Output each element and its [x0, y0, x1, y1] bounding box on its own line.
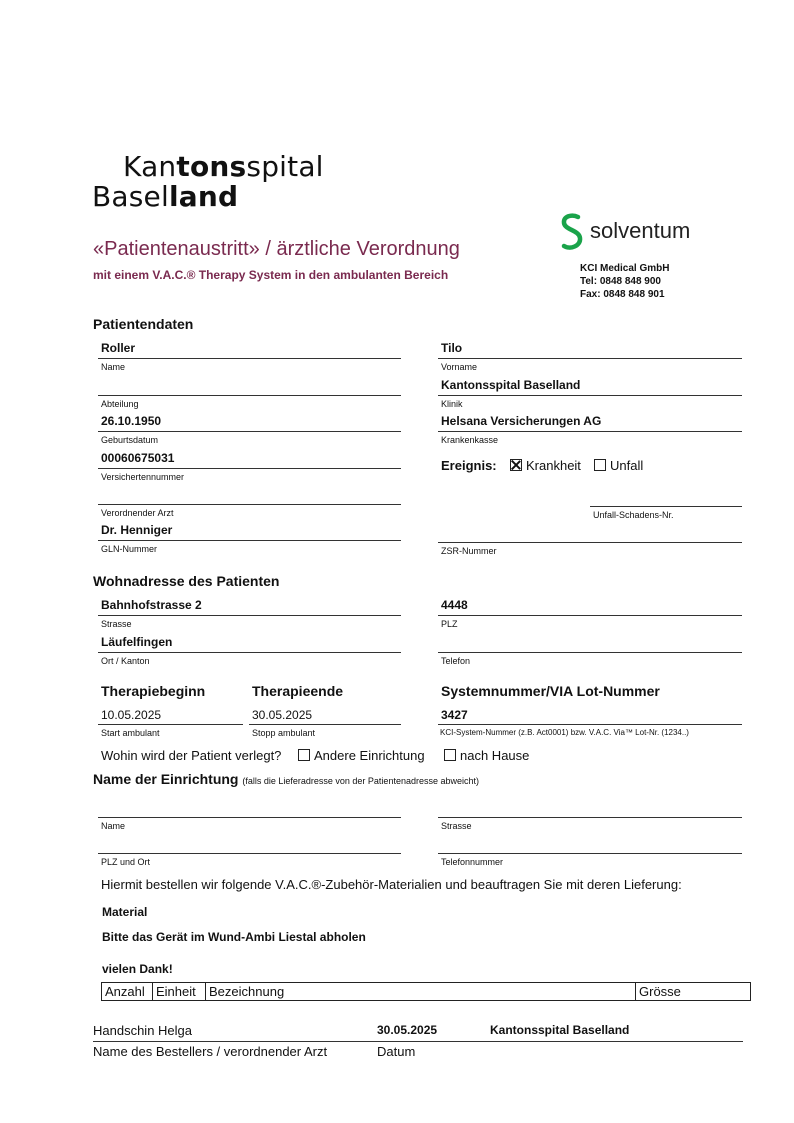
- section-wohnadresse: Wohnadresse des Patienten: [93, 573, 280, 589]
- divider: [438, 724, 742, 725]
- divider: [438, 431, 742, 432]
- solventum-logo: [558, 212, 586, 257]
- klinik-label: Klinik: [441, 399, 463, 409]
- strasse-label: Strasse: [101, 619, 132, 629]
- divider: [98, 358, 401, 359]
- klinik-value[interactable]: Kantonsspital Baselland: [441, 378, 581, 392]
- page-title: «Patientenaustritt» / ärztliche Verordnung: [93, 238, 460, 260]
- contact-fax: Fax: 0848 848 901: [580, 289, 665, 300]
- patient-name-value[interactable]: Roller: [101, 341, 136, 355]
- unfall-checkbox[interactable]: [594, 459, 606, 471]
- datum-value[interactable]: 30.05.2025: [377, 1023, 438, 1037]
- versichertennummer-value[interactable]: 00060675031: [101, 451, 175, 465]
- solventum-s-icon: [558, 212, 586, 252]
- krankenkasse-label: Krankenkasse: [441, 435, 499, 445]
- order-intro: Hiermit bestellen wir folgende V.A.C.®-Zubehör-Materialien und beauftragen Sie mit deren Lieferung:: [101, 877, 682, 892]
- besteller-label: Name des Bestellers / verordnender Arzt: [93, 1044, 328, 1059]
- page-subtitle: mit einem V.A.C.® Therapy System in den ambulanten Bereich: [93, 268, 449, 282]
- unfall-nr-label: Unfall-Schadens-Nr.: [593, 510, 674, 520]
- einrichtung-note: (falls die Lieferadresse von der Patientenadresse abweicht): [242, 776, 479, 786]
- divider: [590, 506, 742, 507]
- hospital-logo-line2: Baselland: [92, 180, 239, 213]
- systemnummer-value[interactable]: 3427: [441, 708, 468, 722]
- divider: [438, 652, 742, 653]
- geburtsdatum-label: Geburtsdatum: [101, 435, 159, 445]
- therapieende-value[interactable]: 30.05.2025: [252, 708, 313, 722]
- section-einrichtung: Name der Einrichtung (falls die Lieferadresse von der Patientenadresse abweicht): [93, 771, 479, 787]
- col-groesse: Grösse: [636, 983, 751, 1001]
- patient-vorname-value[interactable]: Tilo: [441, 341, 463, 355]
- contact-block: [580, 262, 669, 301]
- divider: [438, 853, 742, 854]
- col-einheit: Einheit: [153, 983, 206, 1001]
- order-note-2[interactable]: vielen Dank!: [102, 962, 173, 976]
- divider: [98, 615, 401, 616]
- hospital-logo-line1: Kantonsspital: [123, 150, 324, 183]
- divider: [98, 431, 401, 432]
- divider: [98, 724, 243, 725]
- systemnummer-title: Systemnummer/VIA Lot-Nummer: [441, 683, 660, 699]
- section-patientendaten: Patientendaten: [93, 316, 194, 332]
- ereignis-label: Ereignis:: [441, 458, 497, 473]
- arzt-label: Verordnender Arzt: [101, 508, 174, 518]
- transfer-hause[interactable]: nach Hause: [444, 748, 529, 763]
- divider: [438, 817, 742, 818]
- divider: [98, 468, 401, 469]
- material-table: [101, 982, 751, 1001]
- arzt-value[interactable]: Dr. Henniger: [101, 523, 173, 537]
- transfer-andere[interactable]: Andere Einrichtung: [298, 748, 425, 763]
- therapiebeginn-title: Therapiebeginn: [101, 683, 206, 699]
- geburtsdatum-value[interactable]: 26.10.1950: [101, 414, 162, 428]
- gln-label: GLN-Nummer: [101, 544, 158, 554]
- divider: [438, 542, 742, 543]
- vorname-label: Vorname: [441, 362, 478, 372]
- col-bezeichnung: Bezeichnung: [206, 983, 636, 1001]
- einrichtung-strasse-label: Strasse: [441, 821, 472, 831]
- divider: [98, 395, 401, 396]
- telefon-label: Telefon: [441, 656, 471, 666]
- einrichtung-telefon-label: Telefonnummer: [441, 857, 504, 867]
- andere-einrichtung-checkbox[interactable]: [298, 749, 310, 761]
- divider: [98, 540, 401, 541]
- divider: [249, 724, 401, 725]
- solventum-wordmark: solventum: [590, 218, 691, 243]
- nach-hause-checkbox[interactable]: [444, 749, 456, 761]
- abteilung-label: Abteilung: [101, 399, 139, 409]
- divider: [438, 615, 742, 616]
- besteller-value[interactable]: Handschin Helga: [93, 1023, 193, 1038]
- krankheit-checkbox[interactable]: [510, 459, 522, 471]
- datum-label: Datum: [377, 1044, 416, 1059]
- plz-value[interactable]: 4448: [441, 598, 468, 612]
- divider: [93, 1041, 743, 1042]
- divider: [98, 652, 401, 653]
- contact-company: KCI Medical GmbH: [580, 263, 670, 274]
- ereignis-unfall[interactable]: Unfall: [594, 458, 643, 473]
- col-anzahl: Anzahl: [102, 983, 153, 1001]
- table-header-row: [102, 983, 751, 1001]
- versichertennummer-label: Versichertennummer: [101, 472, 185, 482]
- institution-value[interactable]: Kantonsspital Baselland: [490, 1023, 630, 1037]
- zsr-label: ZSR-Nummer: [441, 546, 497, 556]
- material-title: Material: [102, 905, 148, 919]
- strasse-value[interactable]: Bahnhofstrasse 2: [101, 598, 202, 612]
- einrichtung-plz-label: PLZ und Ort: [101, 857, 151, 867]
- contact-tel: Tel: 0848 848 900: [580, 276, 661, 287]
- therapieende-title: Therapieende: [252, 683, 344, 699]
- ereignis-krankheit[interactable]: Krankheit: [510, 458, 581, 473]
- order-note-1[interactable]: Bitte das Gerät im Wund-Ambi Liestal abholen: [102, 930, 366, 944]
- divider: [438, 395, 742, 396]
- therapiebeginn-value[interactable]: 10.05.2025: [101, 708, 162, 722]
- stopp-ambulant-label: Stopp ambulant: [252, 728, 316, 738]
- divider: [98, 817, 401, 818]
- einrichtung-name-label: Name: [101, 821, 126, 831]
- divider: [98, 504, 401, 505]
- ort-value[interactable]: Läufelfingen: [101, 635, 173, 649]
- name-label: Name: [101, 362, 126, 372]
- krankenkasse-value[interactable]: Helsana Versicherungen AG: [441, 414, 602, 428]
- divider: [98, 853, 401, 854]
- start-ambulant-label: Start ambulant: [101, 728, 160, 738]
- transfer-question: Wohin wird der Patient verlegt?: [101, 748, 282, 763]
- plz-label: PLZ: [441, 619, 458, 629]
- divider: [438, 358, 742, 359]
- ort-label: Ort / Kanton: [101, 656, 150, 666]
- systemnummer-label: KCI-System-Nummer (z.B. Act0001) bzw. V.A.C. Via™ Lot-Nr. (1234..): [440, 728, 689, 737]
